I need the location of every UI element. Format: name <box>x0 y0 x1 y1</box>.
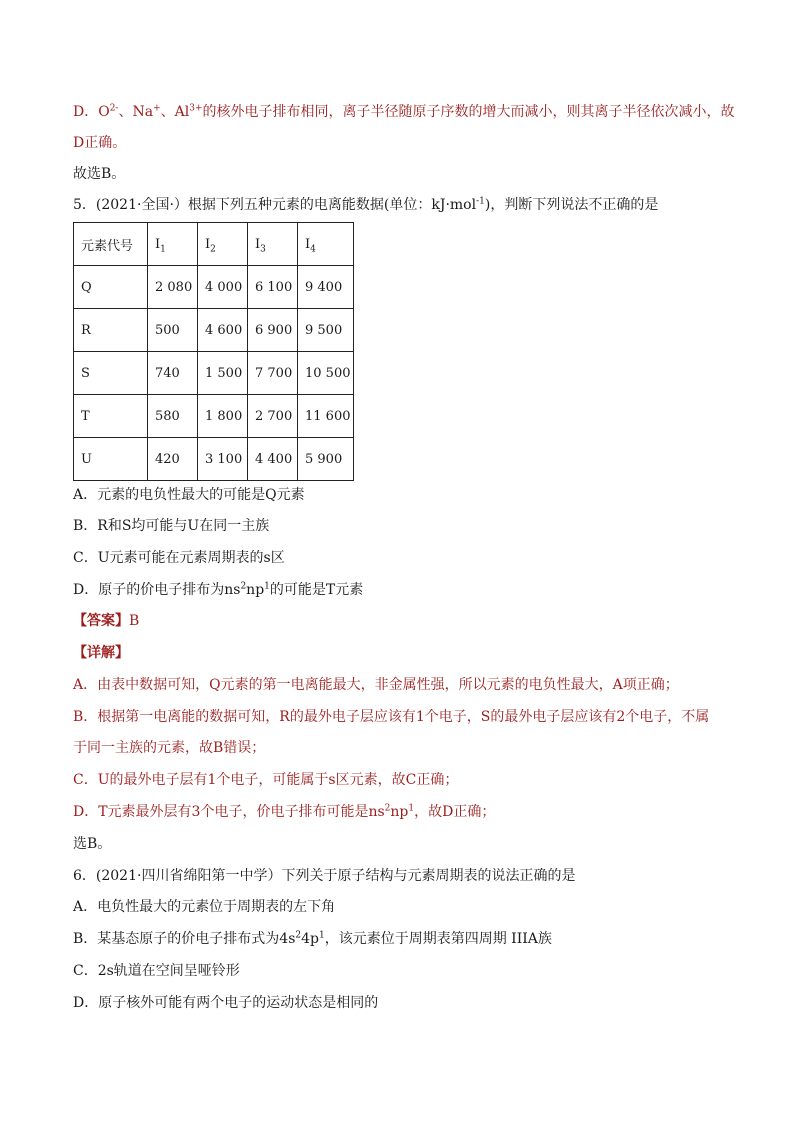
table-cell: 3 100 <box>198 438 248 481</box>
table-row <box>74 438 354 481</box>
prev-solution-d-line1 <box>73 102 735 122</box>
question-5-option-a: A．元素的电负性最大的可能是Q元素 <box>73 487 305 503</box>
header-text: I <box>155 236 161 252</box>
superscript: 1 <box>408 803 415 814</box>
superscript: 1 <box>264 581 270 592</box>
text-span: 、Na <box>118 104 154 120</box>
text-span: ，该元素位于周期表第四周期 IIIA族 <box>324 931 552 947</box>
superscript: + <box>153 103 161 114</box>
header-subscript: 2 <box>210 244 216 255</box>
table-cell: 10 500 <box>298 352 354 395</box>
text-span: )，判断下列说法不正确的是 <box>484 197 659 213</box>
table-row <box>74 309 354 352</box>
answer-line <box>73 611 139 631</box>
table-cell: 1 500 <box>198 352 248 395</box>
detail-b-line2: 于同一主族的元素，故B错误； <box>73 740 266 756</box>
table-cell: 4 000 <box>198 266 248 309</box>
detail-tag: 【详解】 <box>73 645 129 661</box>
question-5-option-b: B．R和S均可能与U在同一主族 <box>73 518 270 534</box>
table-header-cell <box>74 223 148 266</box>
table-header-cell <box>198 223 248 266</box>
table-row <box>74 266 354 309</box>
table-cell: 5 900 <box>298 438 354 481</box>
superscript: -1 <box>476 196 485 207</box>
header-subscript: 3 <box>260 244 266 255</box>
table-header-cell <box>148 223 198 266</box>
text-span: ，故D正确； <box>414 804 496 820</box>
detail-c: C．U的最外电子层有1个电子，可能属于s区元素，故C正确； <box>73 772 459 788</box>
header-text: I <box>205 236 211 252</box>
superscript: 1 <box>319 930 325 941</box>
table-cell: 6 900 <box>248 309 298 352</box>
text-span: 的核外电子排布相同，离子半径随原子序数的增大而减小，则其离子半径依次减小，故 <box>202 104 735 120</box>
table-cell: 4 600 <box>198 309 248 352</box>
table-row <box>74 352 354 395</box>
superscript: 2 <box>240 581 247 592</box>
table-cell: 9 500 <box>298 309 354 352</box>
text-span: 4p <box>301 931 319 947</box>
table-cell: T <box>74 395 148 438</box>
superscript: 2 <box>384 803 391 814</box>
detail-b-line1: B．根据第一电离能的数据可知，R的最外电子层应该有1个电子，S的最外电子层应该有2个电子，不属 <box>73 709 710 725</box>
table-cell: 9 400 <box>298 266 354 309</box>
text-span: D．O <box>73 104 110 120</box>
detail-heading <box>73 643 129 663</box>
question-6-stem: 6．(2021·四川省绵阳第一中学）下列关于原子结构与元素周期表的说法正确的是 <box>73 868 576 884</box>
table-cell: 1 800 <box>198 395 248 438</box>
ionization-energy-table <box>73 222 354 481</box>
question-5-option-c: C．U元素可能在元素周期表的s区 <box>73 550 285 566</box>
superscript: 2 <box>295 930 302 941</box>
header-text: 元素代号 <box>81 238 134 254</box>
text-span: D．原子的价电子排布为ns <box>73 582 241 598</box>
header-text: I <box>255 236 261 252</box>
text-span: np <box>246 582 265 598</box>
prev-solution-conclusion: 故选B。 <box>73 166 126 182</box>
header-subscript: 4 <box>310 244 316 255</box>
table-header-cell <box>298 223 354 266</box>
table-cell: 740 <box>148 352 198 395</box>
superscript: 2- <box>109 103 119 114</box>
header-text: I <box>305 236 311 252</box>
table-cell: U <box>74 438 148 481</box>
table-cell: S <box>74 352 148 395</box>
text-span: 、Al <box>160 104 190 120</box>
table-cell: R <box>74 309 148 352</box>
table-cell: Q <box>74 266 148 309</box>
question-6-option-c: C．2s轨道在空间呈哑铃形 <box>73 963 240 979</box>
detail-a: A．由表中数据可知，Q元素的第一电离能最大，非金属性强，所以元素的电负性最大，A项正确； <box>73 677 679 693</box>
detail-d <box>73 802 495 822</box>
question-5-stem <box>73 195 658 215</box>
table-cell: 500 <box>148 309 198 352</box>
table-cell: 420 <box>148 438 198 481</box>
prev-solution-d-line2: D正确。 <box>73 135 127 151</box>
table-header-row <box>74 223 354 266</box>
question-6-option-b <box>73 929 552 949</box>
table-cell: 2 700 <box>248 395 298 438</box>
text-span: np <box>390 804 409 820</box>
table-row <box>74 395 354 438</box>
question-6-option-d: D．原子核外可能有两个电子的运动状态是相同的 <box>73 995 379 1011</box>
superscript: 3+ <box>189 103 203 114</box>
text-span: D．T元素最外层有3个电子，价电子排布可能是ns <box>73 804 385 820</box>
header-subscript: 1 <box>160 244 166 255</box>
table-cell: 11 600 <box>298 395 354 438</box>
question-5-option-d <box>73 580 363 600</box>
text-span: 的可能是T元素 <box>269 582 364 598</box>
table-cell: 2 080 <box>148 266 198 309</box>
text-span: 5．(2021·全国·）根据下列五种元素的电离能数据(单位：kJ·mol <box>73 197 477 213</box>
table-cell: 580 <box>148 395 198 438</box>
table-cell: 4 400 <box>248 438 298 481</box>
table-cell: 7 700 <box>248 352 298 395</box>
question-6-option-a: A．电负性最大的元素位于周期表的左下角 <box>73 899 336 915</box>
text-span: B．某基态原子的价电子排布式为4s <box>73 931 296 947</box>
detail-conclusion: 选B。 <box>73 836 112 852</box>
table-cell: 6 100 <box>248 266 298 309</box>
table-header-cell <box>248 223 298 266</box>
answer-tag: 【答案】 <box>73 613 129 629</box>
answer-value: B <box>129 613 140 629</box>
